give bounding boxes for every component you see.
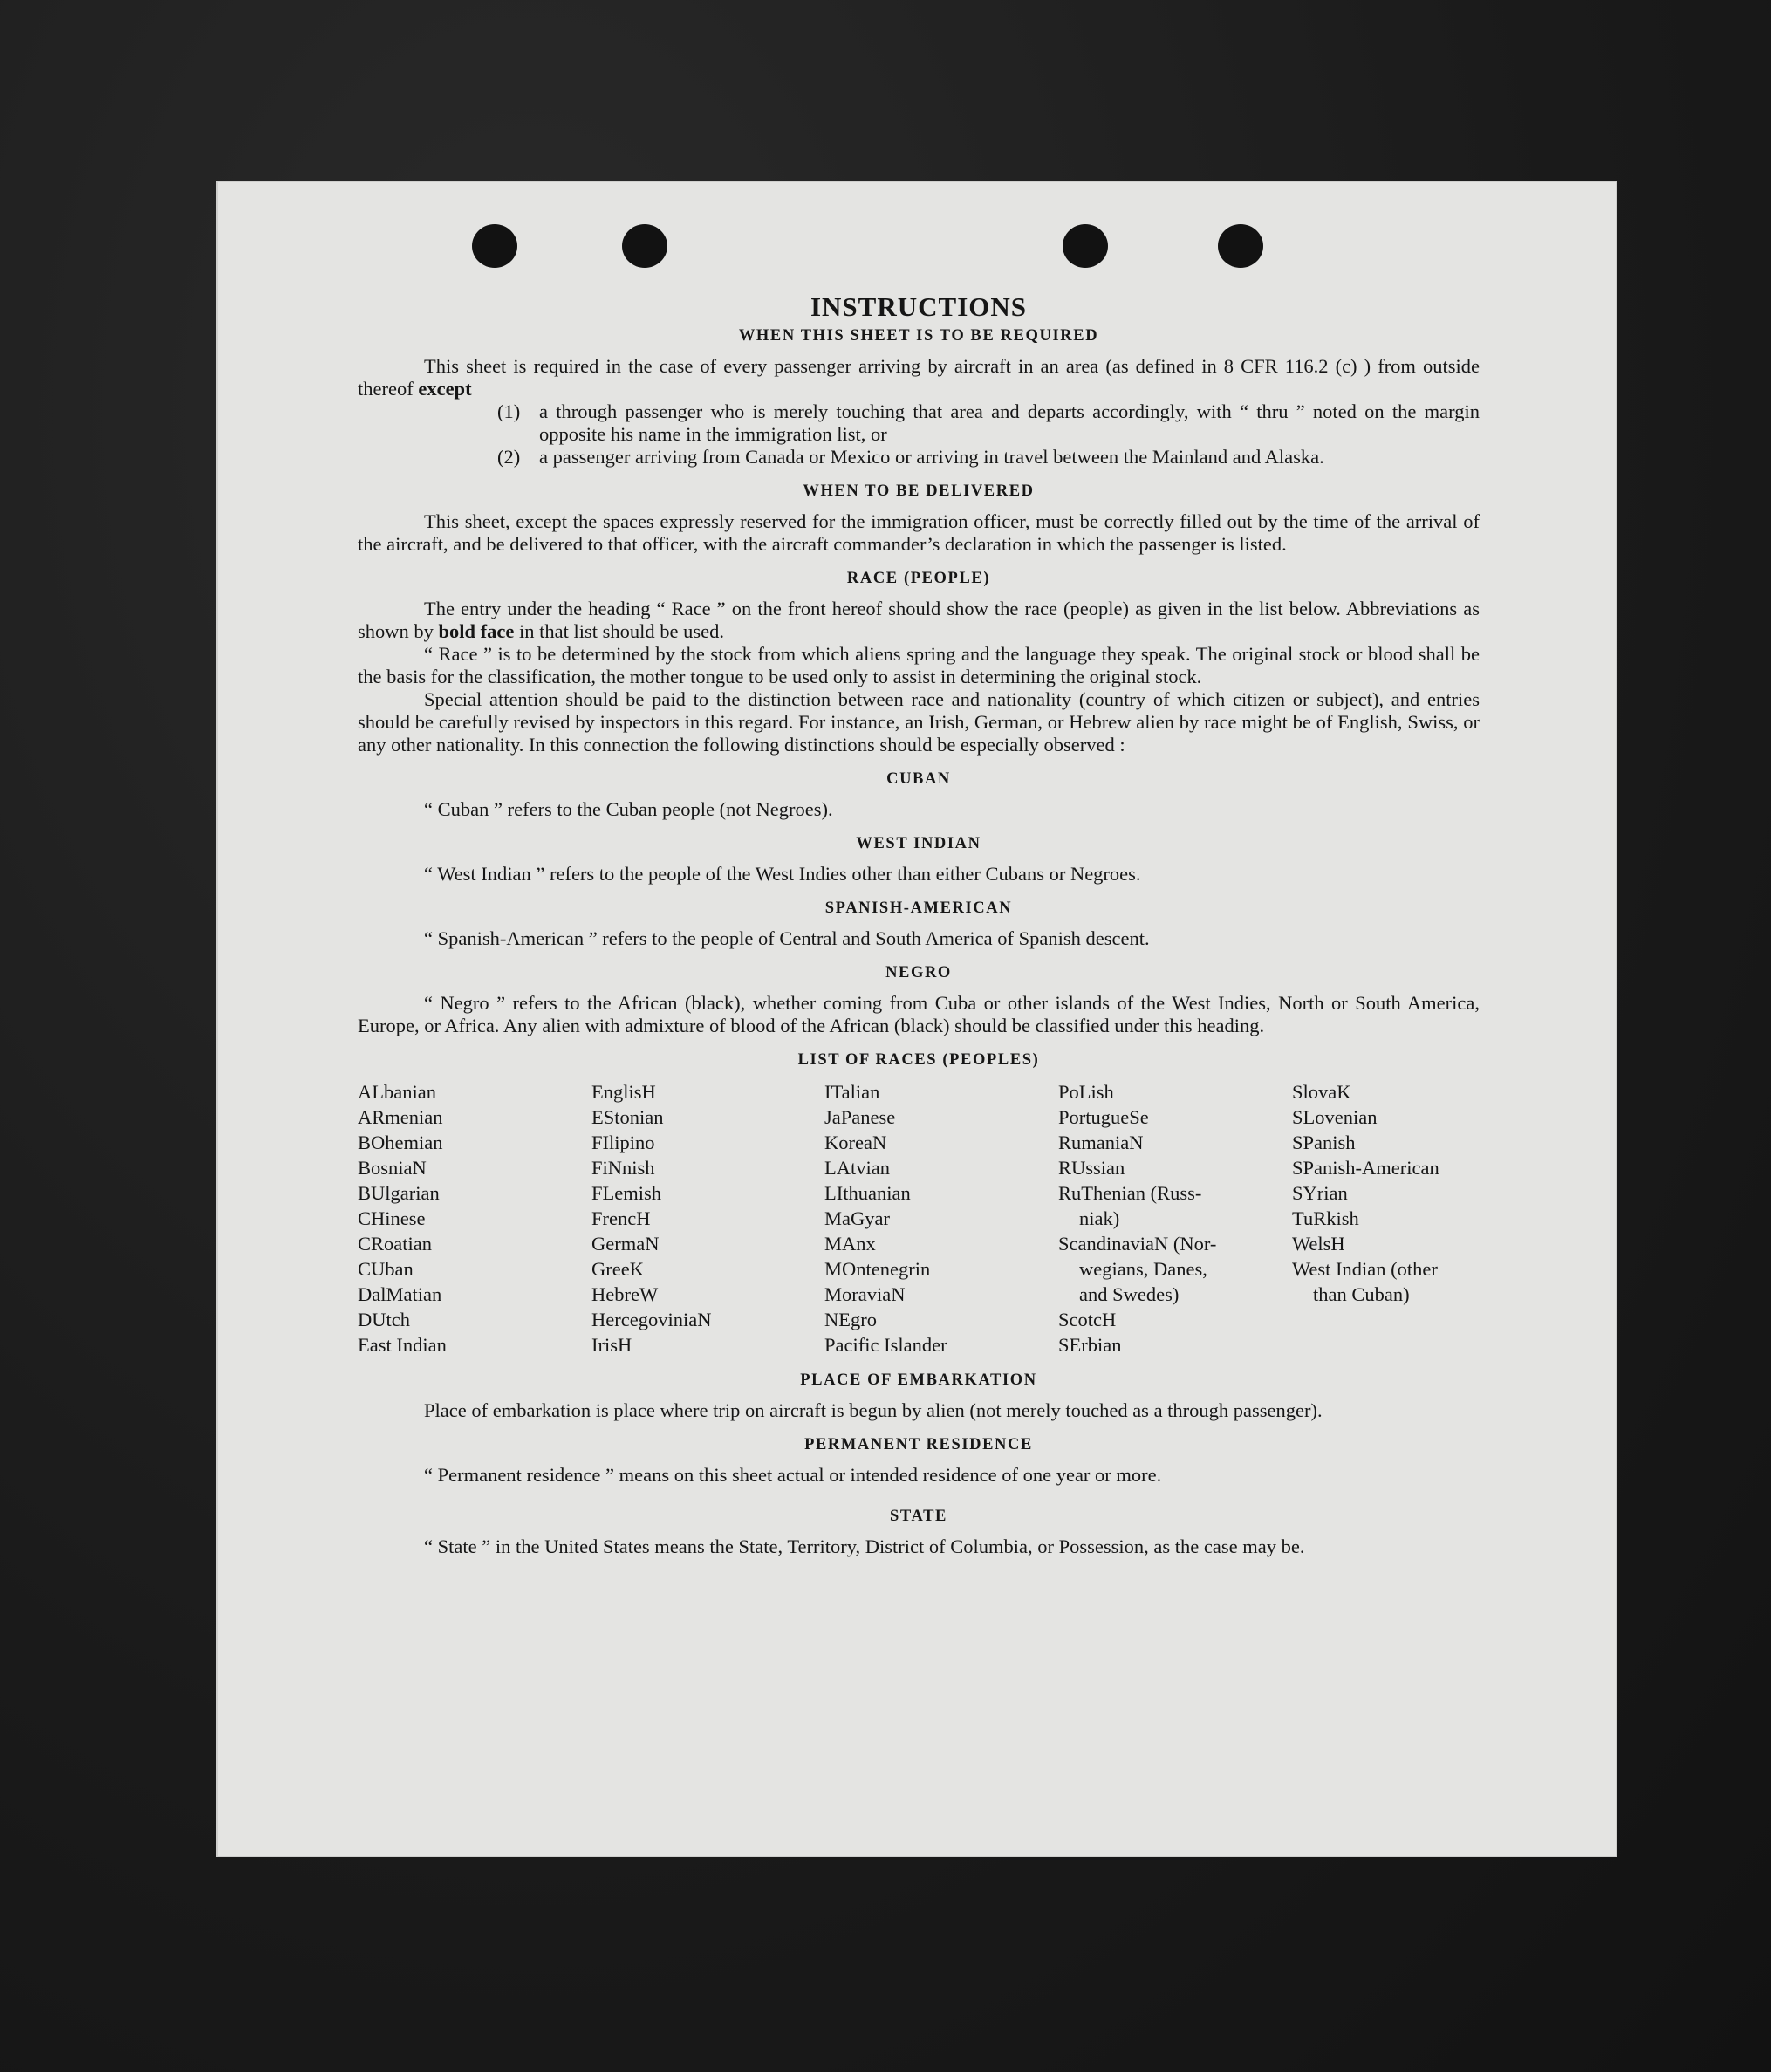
punch-hole: [1063, 224, 1108, 268]
exception-item: [497, 446, 1480, 468]
when-delivered-text: This sheet, except the spaces expressly reserved for the immigration officer, must be correctly filled out by the time of the arrival of the aircraft, and be delivered to that officer, with the aircraft commander’s declaration in which the passenger is listed.: [358, 510, 1480, 555]
race-entry: ScandinaviaN (Nor-: [1058, 1233, 1217, 1255]
race-entry: FiNnish: [591, 1157, 655, 1179]
race-entry: NEgro: [824, 1309, 877, 1330]
race-entry: GreeK: [591, 1258, 644, 1280]
punch-hole: [472, 224, 517, 268]
race-paragraph-1: The entry under the heading “ Race ” on the front hereof should show the race (people) as given in the list below. Abbreviations as shown by bold face in that list should be used.: [358, 598, 1480, 642]
except-bold-text: except: [418, 378, 472, 400]
races-column: [1292, 1079, 1480, 1357]
races-column: [358, 1079, 591, 1357]
race-entry: SlovaK: [1292, 1081, 1351, 1103]
race-entry: MaGyar: [824, 1207, 890, 1229]
item-number: (1): [497, 400, 521, 422]
residence-text: “ Permanent residence ” means on this sheet actual or intended residence of one year or more.: [424, 1464, 1162, 1486]
spanish-american-text: “ Spanish-American ” refers to the people of Central and South America of Spanish descent.: [424, 927, 1150, 949]
negro-text: “ Negro ” refers to the African (black), whether coming from Cuba or other islands of the West Indies, North or South America, Europe, or Africa. Any alien with admixture of blood of the African (black) should be classified under this heading.: [358, 992, 1480, 1036]
race-entry: BosniaN: [358, 1157, 427, 1179]
page-title: INSTRUCTIONS: [810, 291, 1027, 322]
race-entry: RUssian: [1058, 1157, 1125, 1179]
section-heading-when-delivered: WHEN TO BE DELIVERED: [803, 482, 1035, 500]
race-entry: MOntenegrin: [824, 1258, 931, 1280]
race-entry: LAtvian: [824, 1157, 890, 1179]
race-entry: EStonian: [591, 1106, 664, 1128]
race-entry: RumaniaN: [1058, 1132, 1144, 1153]
race-entry: WelsH: [1292, 1233, 1345, 1255]
race-entry: BOhemian: [358, 1132, 443, 1153]
when-required-intro: This sheet is required in the case of every passenger arriving by aircraft in an area (as defined in 8 CFR 116.2 (c) ) from outside thereof except: [358, 355, 1480, 400]
race-entry: wegians, Danes,: [1079, 1258, 1207, 1280]
race-entry: KoreaN: [824, 1132, 887, 1153]
race-entry: GermaN: [591, 1233, 660, 1255]
race-entry: SLovenian: [1292, 1106, 1378, 1128]
punch-hole: [622, 224, 667, 268]
races-column: [591, 1079, 824, 1357]
race-entry: ALbanian: [358, 1081, 436, 1103]
race-entry: JaPanese: [824, 1106, 896, 1128]
race-entry: CRoatian: [358, 1233, 432, 1255]
race-paragraph-3: Special attention should be paid to the distinction between race and nationality (country of which citizen or subject), and entries should be carefully revised by inspectors in this regard. For instance, an Irish, German, or Hebrew alien by race might be of English, Swiss, or any other nationality. In this connection the following distinctions should be especially observed :: [358, 688, 1480, 756]
item-text: a through passenger who is merely touching that area and departs accordingly, with “ thru ” noted on the margin opposite his name in the immigration list, or: [539, 400, 1480, 445]
race-entry: LIthuanian: [824, 1182, 911, 1204]
document-page: [216, 181, 1617, 1857]
race-entry: HercegoviniaN: [591, 1309, 712, 1330]
race-entry: SYrian: [1292, 1182, 1348, 1204]
race-entry: CUban: [358, 1258, 414, 1280]
race-entry: FrencH: [591, 1207, 651, 1229]
section-heading-negro: NEGRO: [886, 964, 952, 981]
section-heading-race: RACE (PEOPLE): [846, 570, 991, 587]
race-entry: niak): [1079, 1207, 1120, 1229]
item-text: a passenger arriving from Canada or Mexico or arriving in travel between the Mainland and Alaska.: [539, 446, 1324, 468]
item-number: (2): [497, 446, 521, 468]
race-entry: TuRkish: [1292, 1207, 1359, 1229]
race-entry: PortugueSe: [1058, 1106, 1149, 1128]
exception-item: [497, 400, 1480, 446]
section-heading-embarkation: PLACE OF EMBARKATION: [800, 1371, 1037, 1389]
race-entry: FIlipino: [591, 1132, 655, 1153]
race-entry: SErbian: [1058, 1334, 1122, 1356]
race-entry: MoraviaN: [824, 1283, 906, 1305]
race-entry: MAnx: [824, 1233, 876, 1255]
section-heading-west-indian: WEST INDIAN: [856, 835, 981, 852]
race-entry: HebreW: [591, 1283, 659, 1305]
section-heading-residence: PERMANENT RESIDENCE: [804, 1436, 1033, 1453]
race-entry: than Cuban): [1313, 1283, 1410, 1305]
race-entry: and Swedes): [1079, 1283, 1180, 1305]
races-column: [1058, 1079, 1292, 1357]
race-entry: ITalian: [824, 1081, 880, 1103]
race-entry: BUlgarian: [358, 1182, 440, 1204]
races-column: [824, 1079, 1058, 1357]
race-entry: IrisH: [591, 1334, 632, 1356]
race-entry: PoLish: [1058, 1081, 1114, 1103]
section-heading-when-required: WHEN THIS SHEET IS TO BE REQUIRED: [738, 327, 1099, 345]
race-entry: SPanish: [1292, 1132, 1356, 1153]
race-entry: CHinese: [358, 1207, 426, 1229]
state-text: “ State ” in the United States means the State, Territory, District of Columbia, or Possession, as the case may be.: [424, 1535, 1305, 1557]
race-entry: DUtch: [358, 1309, 410, 1330]
section-heading-state: STATE: [890, 1508, 947, 1525]
instructions-content: [358, 291, 1480, 1558]
race-entry: DalMatian: [358, 1283, 442, 1305]
races-list: [358, 1079, 1480, 1357]
embarkation-text: Place of embarkation is place where trip on aircraft is begun by alien (not merely touched as a through passenger).: [424, 1399, 1323, 1421]
race-paragraph-2: “ Race ” is to be determined by the stock from which aliens spring and the language they speak. The original stock or blood shall be the basis for the classification, the mother tongue to be used only to assist in determining the original stock.: [358, 643, 1480, 687]
section-heading-list-of-races: LIST OF RACES (PEOPLES): [797, 1051, 1040, 1069]
race-entry: SPanish-American: [1292, 1157, 1439, 1179]
west-indian-text: “ West Indian ” refers to the people of the West Indies other than either Cubans or Negroes.: [424, 863, 1141, 885]
race-entry: ScotcH: [1058, 1309, 1117, 1330]
race-entry: FLemish: [591, 1182, 662, 1204]
punch-hole: [1218, 224, 1263, 268]
section-heading-spanish-american: SPANISH-AMERICAN: [824, 899, 1013, 917]
race-entry: EnglisH: [591, 1081, 656, 1103]
race-entry: East Indian: [358, 1334, 447, 1356]
race-entry: Pacific Islander: [824, 1334, 947, 1356]
bold-face-text: bold face: [438, 620, 515, 642]
cuban-text: “ Cuban ” refers to the Cuban people (not Negroes).: [424, 798, 833, 820]
race-entry: ARmenian: [358, 1106, 443, 1128]
race-entry: West Indian (other: [1292, 1258, 1438, 1280]
section-heading-cuban: CUBAN: [886, 770, 951, 788]
race-entry: RuThenian (Russ-: [1058, 1182, 1202, 1204]
